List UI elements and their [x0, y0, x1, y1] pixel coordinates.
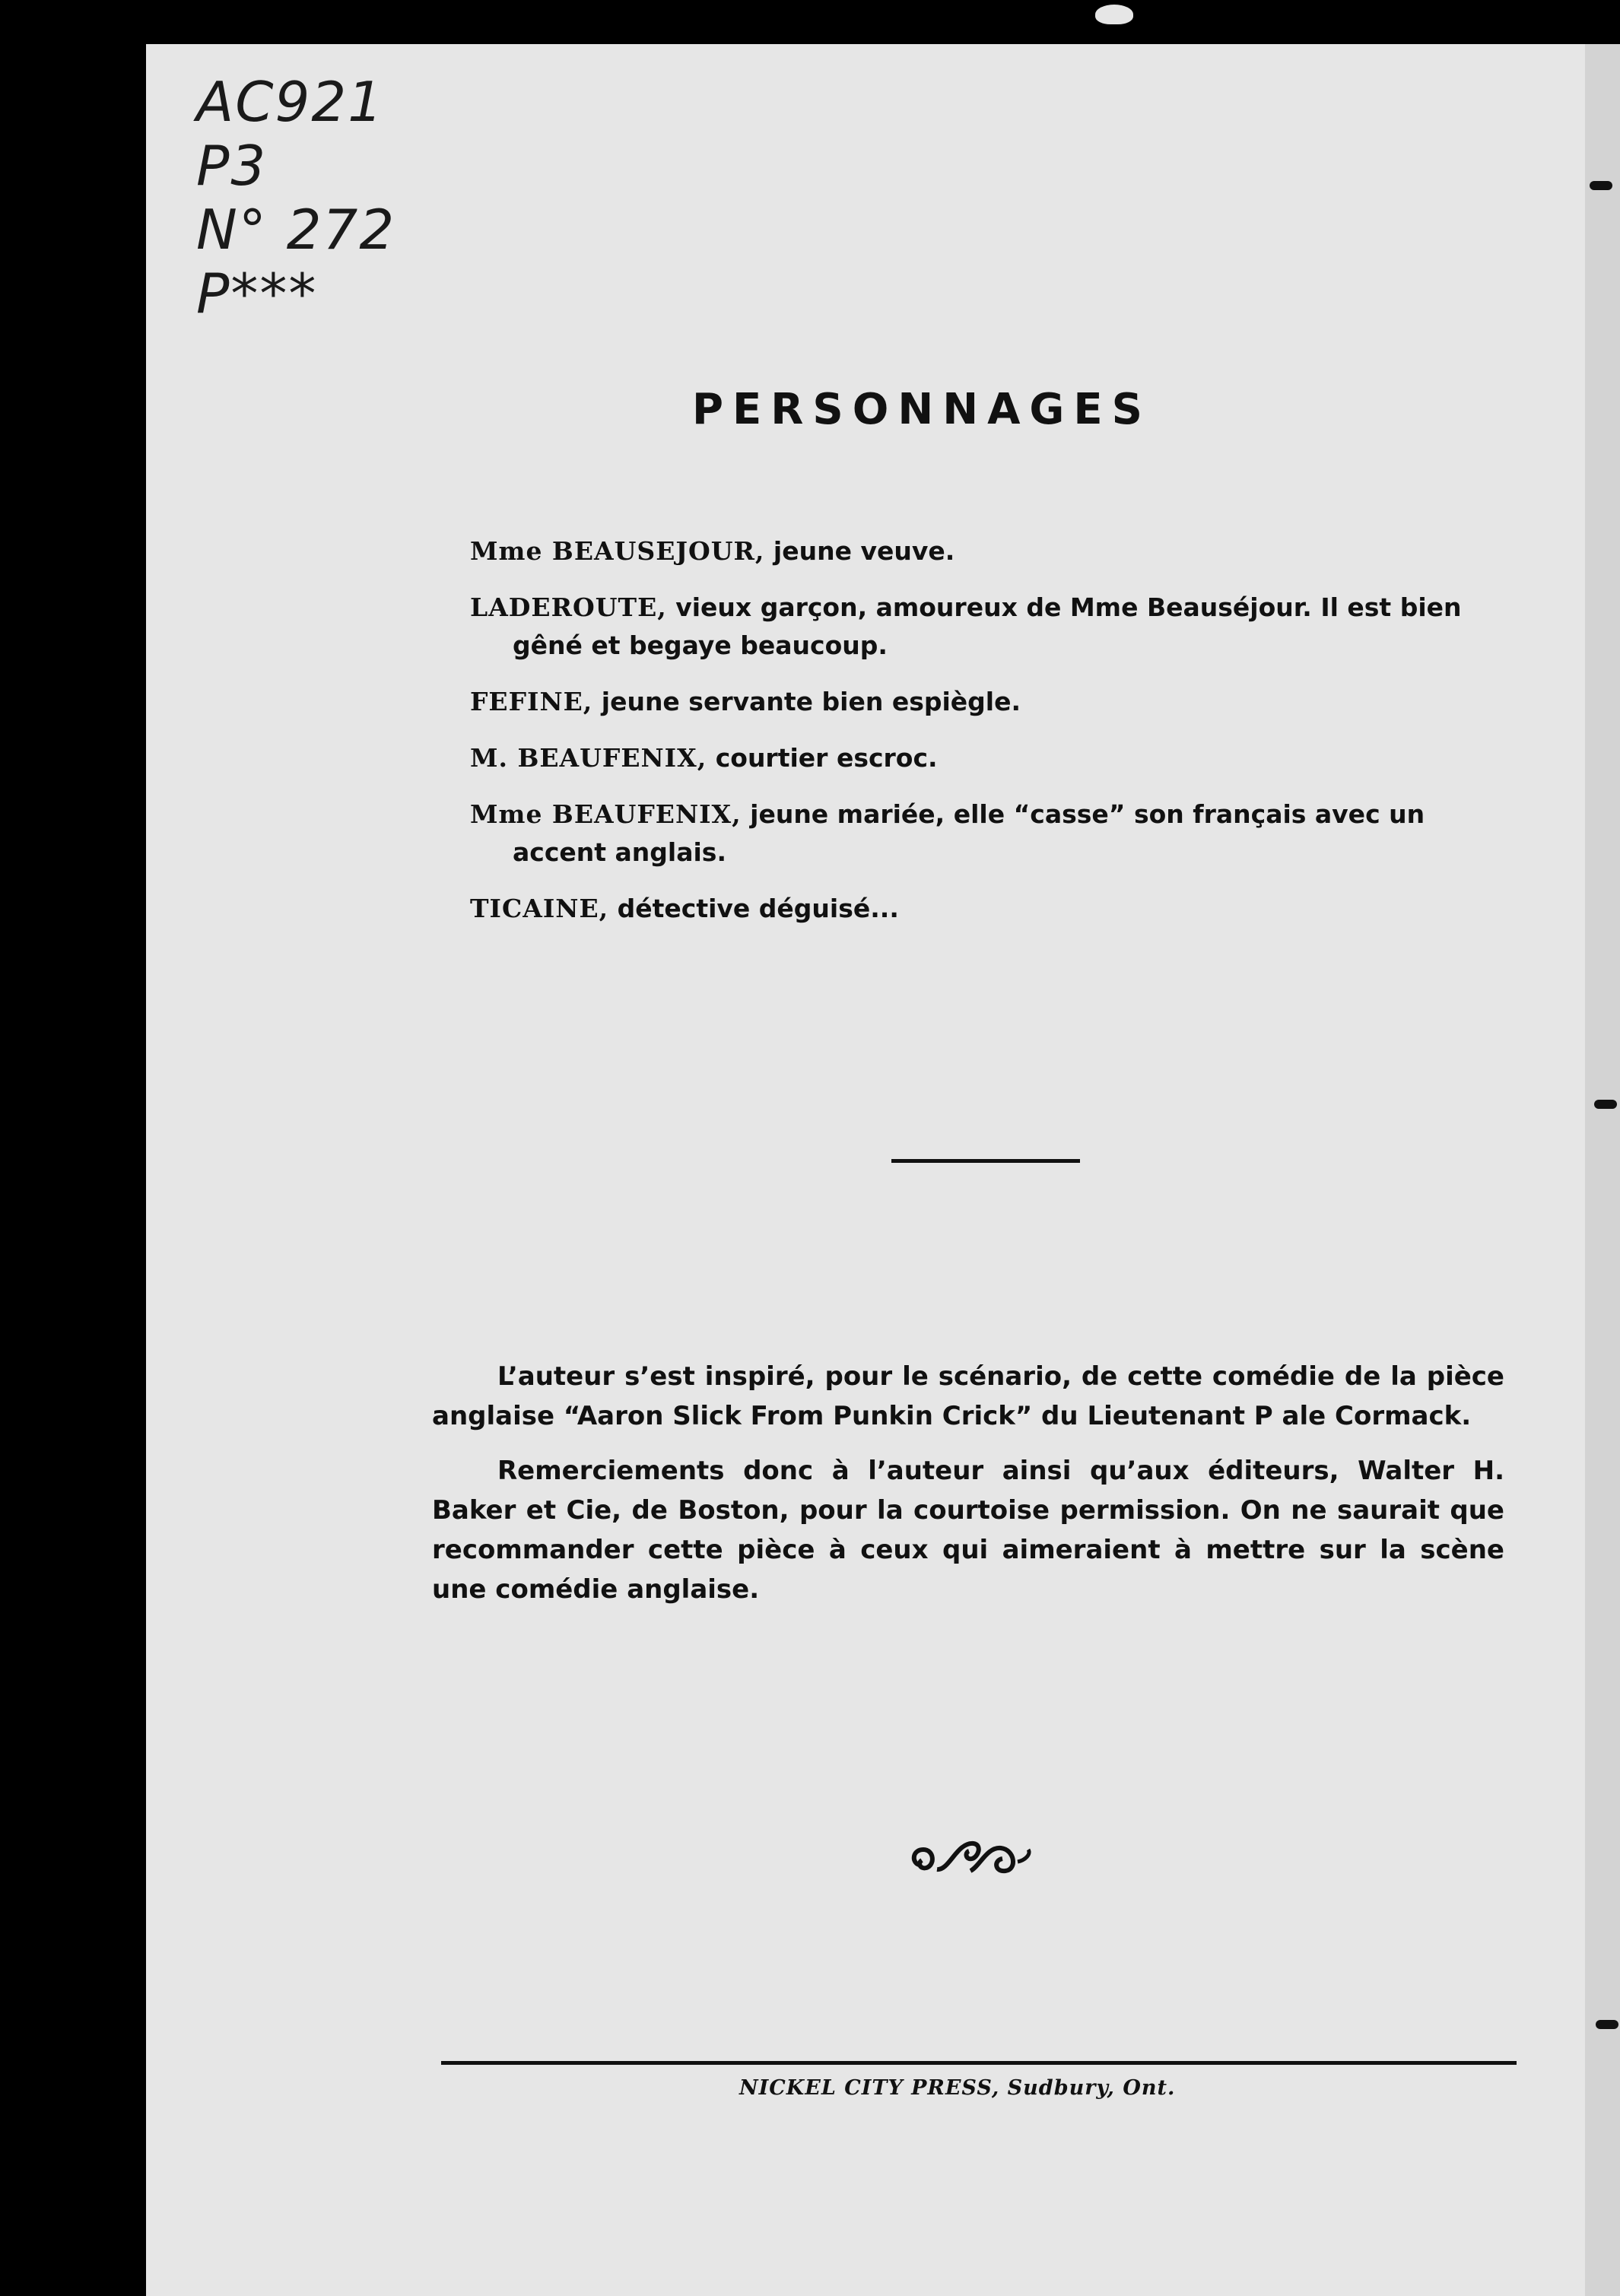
character-name: M. BEAUFENIX,: [470, 743, 707, 773]
character-name: Mme BEAUFENIX,: [470, 799, 742, 829]
character-description: détective déguisé...: [608, 894, 899, 923]
author-notes: [432, 1357, 1504, 1624]
call-number-line: AC921: [196, 70, 384, 134]
press-location: Sudbury, Ont.: [999, 2076, 1176, 2100]
section-divider: [891, 1159, 1080, 1163]
character-list: [470, 532, 1482, 946]
notes-paragraph: Remerciements donc à l’auteur ainsi qu’aux éditeurs, Walter H. Baker et Cie, de Boston, pour la courtoise permission. On ne saurait que recommander cette pièce à ceux qui aimeraient à mettre sur la scène une comédie anglaise.: [432, 1456, 1504, 1605]
call-number-line: P***: [196, 262, 318, 326]
press-name: NICKEL CITY PRESS,: [739, 2076, 1000, 2100]
page-notch: [1095, 5, 1133, 24]
call-number-line: P3: [196, 134, 268, 198]
printer-imprint: [739, 2076, 1175, 2100]
character-description: jeune servante bien espiègle.: [592, 687, 1021, 716]
character-description: vieux garçon, amoureux de Mme Beauséjour. Il est bien gêné et begaye beaucoup.: [513, 592, 1462, 660]
character-name: FEFINE,: [470, 687, 593, 716]
character-entry: [470, 739, 1482, 777]
page-title: PERSONNAGES: [692, 385, 1151, 434]
character-name: TICAINE,: [470, 894, 609, 923]
footer-rule: [441, 2061, 1517, 2065]
document-page: [146, 44, 1585, 2296]
character-name: Mme BEAUSEJOUR,: [470, 536, 765, 566]
character-entry: [470, 532, 1482, 570]
page-edge-strip: [1585, 44, 1620, 2296]
handwritten-call-number: [196, 70, 395, 326]
scroll-flourish-icon: [904, 1831, 1040, 1885]
character-entry: [470, 683, 1482, 721]
character-description: courtier escroc.: [707, 743, 938, 773]
notes-paragraph: L’auteur s’est inspiré, pour le scénario, de cette comédie de la pièce anglaise “Aaron Slick From Punkin Crick” du Lieutenant P ale Cormack.: [432, 1361, 1504, 1431]
binding-mark: [1594, 1100, 1617, 1109]
character-name: LADEROUTE,: [470, 592, 667, 622]
binding-mark: [1596, 2020, 1618, 2029]
character-entry: [470, 589, 1482, 665]
character-description: jeune veuve.: [764, 536, 955, 566]
character-entry: [470, 796, 1482, 872]
call-number-line: N° 272: [196, 198, 396, 262]
binding-mark: [1590, 181, 1612, 190]
character-description: jeune mariée, elle “casse” son français avec un accent anglais.: [513, 799, 1425, 867]
character-entry: [470, 890, 1482, 928]
